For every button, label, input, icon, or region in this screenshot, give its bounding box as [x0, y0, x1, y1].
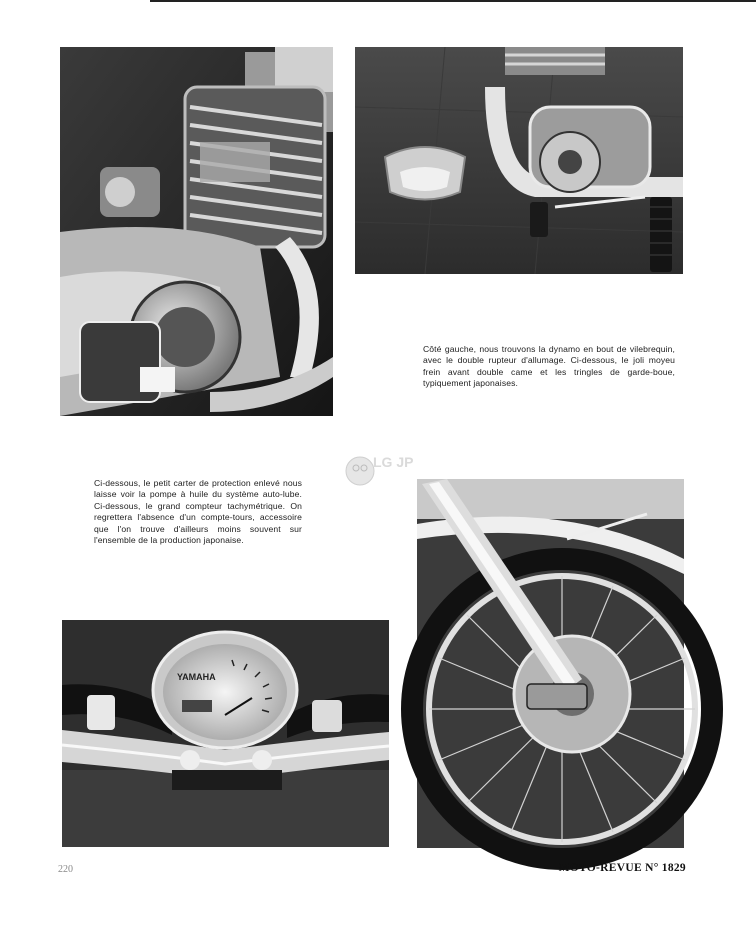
top-rule [150, 0, 756, 2]
engine-photo [60, 47, 333, 416]
caption-speedometer [94, 478, 302, 546]
caption-speedometer-text: Ci-dessous, le petit carter de protection enlevé nous laisse voir la pompe à huile du système auto-lube. Ci-dessous, le grand compteur tachymétrique. On regrettera l'absence d'un compte-tours, accessoire que l'on trouve d'ailleurs moins souvent sur l'ensemble de la production japonaise. [94, 478, 302, 546]
watermark-text: LG JP [373, 454, 414, 470]
speedometer-photo [62, 620, 389, 847]
caption-dynamo [423, 344, 675, 390]
magazine-issue: MOTO-REVUE N° 1829 [558, 862, 686, 874]
watermark-logo [343, 443, 414, 495]
speedometer-brand: YAMAHA [177, 672, 216, 682]
dynamo-photo [355, 47, 683, 274]
caption-dynamo-text: Côté gauche, nous trouvons la dynamo en bout de vilebrequin, avec le double rupteur d'allumage. Ci-dessous, le joli moyeu frein avant double came et les tringles de garde-boue, typiquement japonaises. [423, 344, 675, 389]
front-wheel-photo [417, 479, 684, 848]
page-number: 220 [58, 864, 73, 875]
